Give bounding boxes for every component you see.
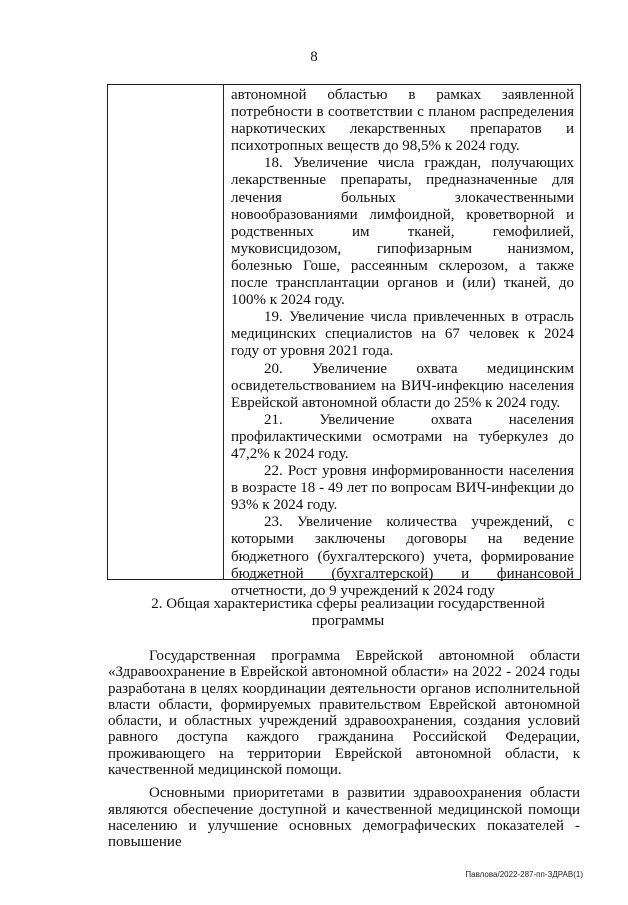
document-code: Павлова/2022-287-пп-ЗДРАВ(1) xyxy=(465,870,583,879)
body-paragraph: Основными приоритетами в развитии здравоохранения области являются обеспечение доступной и качественной медицинской помощи населению и улучшение основных демографических показателей - повышение xyxy=(108,785,580,851)
table-paragraph: автономной областью в рамках заявленной потребности в соответствии с планом распределения наркотических лекарственных препаратов и психотропных веществ до 98,5% к 2024 году. xyxy=(231,87,574,155)
section-heading: 2. Общая характеристика сферы реализации государственной программы xyxy=(151,596,545,629)
table-paragraph: 22. Рост уровня информированности населения в возрасте 18 - 49 лет по вопросам ВИЧ-инфекции до 93% к 2024 году. xyxy=(231,463,574,514)
table-paragraph: 23. Увеличение количества учреждений, с которыми заключены договоры на ведение бюджетного (бухгалтерского) учета, формирование бюджетной (бухгалтерской) и финансовой отчетности, до 9 учреждений к 2024 году xyxy=(231,514,574,599)
table-paragraph: 21. Увеличение охвата населения профилактическими осмотрами на туберкулез до 47,2% к 2024 году. xyxy=(231,411,574,462)
page-number: 8 xyxy=(310,49,318,65)
table-cell-goals xyxy=(231,87,574,600)
body-text xyxy=(108,648,580,858)
table-column-divider xyxy=(223,84,224,580)
table-paragraph: 20. Увеличение охвата медицинским освидетельствованием на ВИЧ-инфекцию населения Еврейской автономной области до 25% к 2024 году. xyxy=(231,360,574,411)
body-paragraph: Государственная программа Еврейской автономной области «Здравоохранение в Еврейской автономной области» на 2022 - 2024 годы разработана в целях координации деятельности органов исполнительной власти области, формируемых правительством Еврейской автономной области, и областных учреждений здравоохранения, создания условий равного доступа каждого гражданина Российской Федерации, проживающего на территории Еврейской автономной области, к качественной медицинской помощи. xyxy=(108,648,580,779)
table-paragraph: 18. Увеличение числа граждан, получающих лекарственные препараты, предназначенные для лечения больных злокачественными новообразованиями лимфоидной, кроветворной и родственных им тканей, гемофилией, муковисцидозом, гипофизарным нанизмом, болезнью Гоше, рассеянным склерозом, а также после трансплантации органов и (или) тканей, до 100% к 2024 году. xyxy=(231,155,574,309)
table-paragraph: 19. Увеличение числа привлеченных в отрасль медицинских специалистов на 67 человек к 2024 году от уровня 2021 года. xyxy=(231,309,574,360)
